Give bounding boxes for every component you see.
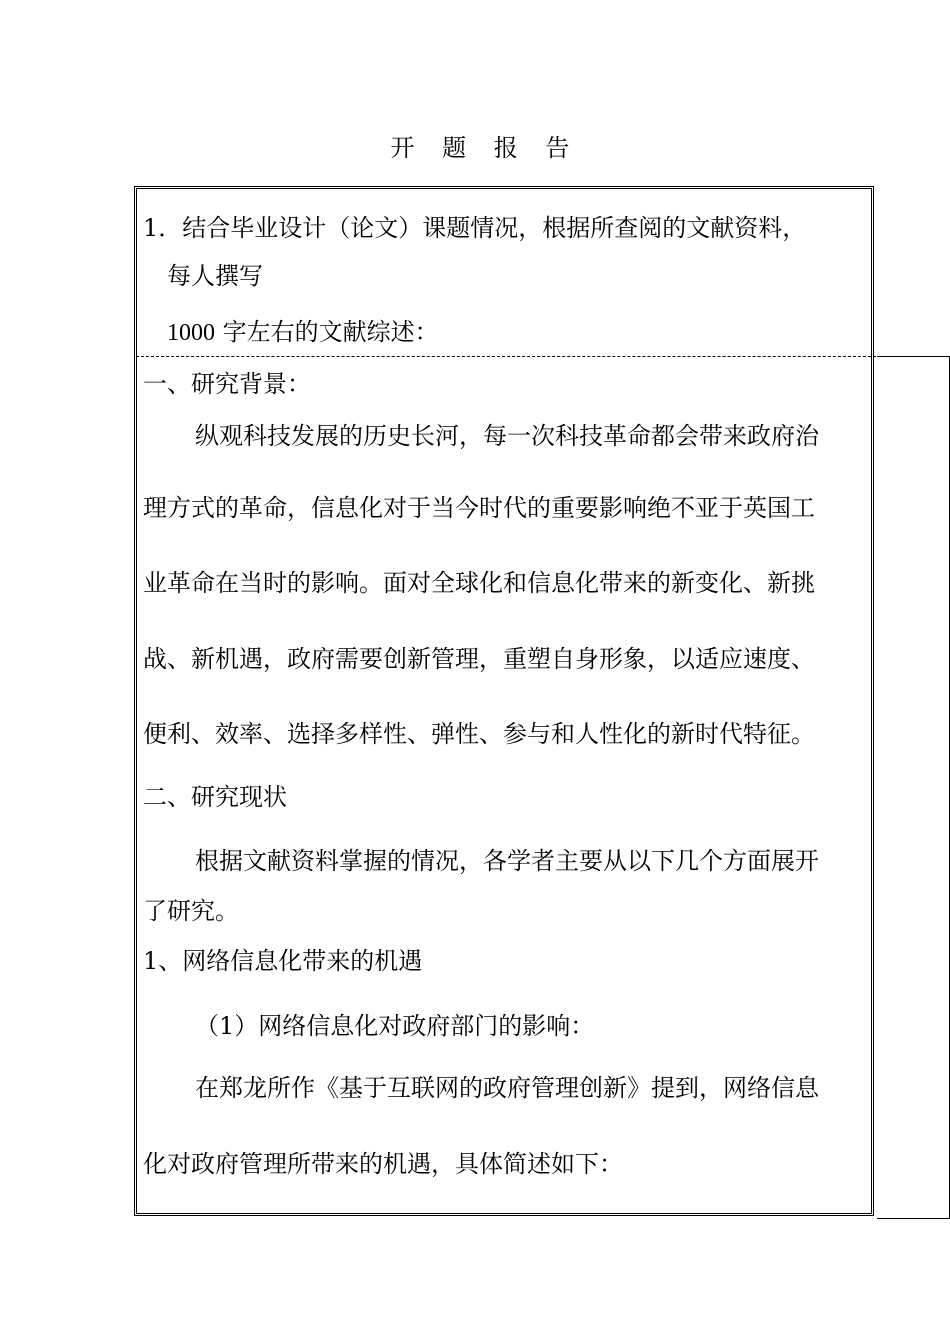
paragraph-3-line-2: 化对政府管理所带来的机遇，具体简述如下： — [143, 1150, 623, 1178]
paragraph-1-line-5: 便利、效率、选择多样性、弹性、参与和人性化的新时代特征。 — [143, 720, 815, 748]
prompt-line-3 — [167, 314, 439, 351]
word-count: 1000 — [167, 320, 215, 346]
paragraph-2-line-2: 了研究。 — [143, 897, 239, 925]
paragraph-1-line-4: 战、新机遇，政府需要创新管理，重塑自身形象，以适应速度、 — [143, 645, 815, 673]
section-heading-status: 二、研究现状 — [143, 783, 287, 811]
side-margin-box — [877, 356, 950, 1219]
prompt-line-3-rest: 字左右的文献综述： — [215, 318, 439, 346]
prompt-line-2: 每人撰写 — [167, 262, 263, 290]
section-heading-background: 一、研究背景： — [143, 370, 311, 398]
page-title: 开 题 报 告 — [390, 134, 580, 162]
paragraph-3-line-1: 在郑龙所作《基于互联网的政府管理创新》提到，网络信息 — [195, 1074, 819, 1102]
subsection-heading: 1、网络信息化带来的机遇 — [143, 947, 423, 975]
paragraph-2-line-1: 根据文献资料掌握的情况，各学者主要从以下几个方面展开 — [195, 847, 819, 875]
section-divider — [136, 356, 876, 357]
paragraph-1-line-1: 纵观科技发展的历史长河，每一次科技革命都会带来政府治 — [195, 422, 819, 450]
paragraph-1-line-3: 业革命在当时的影响。面对全球化和信息化带来的新变化、新挑 — [143, 569, 815, 597]
subsection-item: （1）网络信息化对政府部门的影响： — [195, 1012, 595, 1040]
prompt-line-1: 1．结合毕业设计（论文）课题情况，根据所查阅的文献资料， — [143, 214, 807, 242]
paragraph-1-line-2: 理方式的革命，信息化对于当今时代的重要影响绝不亚于英国工 — [143, 494, 815, 522]
